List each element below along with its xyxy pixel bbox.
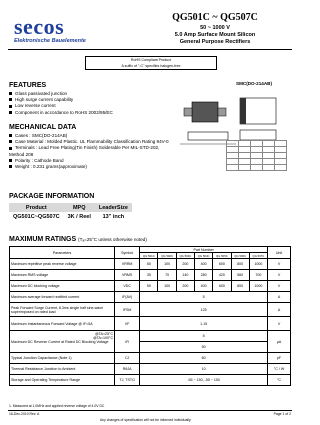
feature-item: Component in accordance to RoHS 2002/95/EC bbox=[9, 110, 159, 116]
cell-product: QG501C~QG507C bbox=[13, 213, 60, 220]
part-col: QG 503C bbox=[176, 253, 194, 259]
table-row: Thermal Resistance Junction to Ambient RθJA 10 °C / W bbox=[10, 364, 291, 375]
rohs-box bbox=[85, 56, 217, 70]
table-row: Maximum DC Reverse Current at Rated DC Blocking Voltage @TA=25°C @TA=100°C IR 5 μA bbox=[10, 331, 291, 342]
max-ratings-heading bbox=[9, 236, 147, 243]
header-unit: Unit bbox=[268, 247, 291, 259]
package-info-table bbox=[9, 203, 132, 221]
part-col: QG 506C bbox=[231, 253, 249, 259]
max-ratings-table bbox=[9, 246, 291, 386]
table-row: Maximum average forward rectified current IF(AV) 5 A bbox=[10, 292, 291, 303]
part-col: QG 505C bbox=[213, 253, 231, 259]
mechanical-item: Weight : 0.231 grams(approximate) bbox=[9, 164, 169, 170]
max-ratings-subtitle: (Tₐ=25°C unless otherwise noted) bbox=[78, 237, 147, 242]
feature-item: Glass passivated junction bbox=[9, 91, 159, 97]
table-row: Maximum DC blocking voltage VDC 50 100 200 400 600 800 1000 V bbox=[10, 281, 291, 292]
header-part-number: Part Number bbox=[140, 247, 268, 253]
table-row: Peak Forward Surge Current, 8.3ms single half sine-wave superimposed on rated load IFSM 125 A bbox=[10, 303, 291, 317]
logo-subtitle: Elektronische Bauelemente bbox=[14, 38, 86, 44]
col-mpq: MPQ bbox=[64, 203, 95, 212]
voltage-range: 50 ~ 1000 V bbox=[200, 25, 230, 31]
package-info-section bbox=[9, 193, 132, 221]
col-product: Product bbox=[9, 203, 64, 212]
features-title: FEATURES bbox=[9, 82, 47, 89]
feature-item: Low reverse current bbox=[9, 103, 159, 109]
package-label: SMC(DO-214AB) bbox=[236, 81, 272, 86]
mechanical-section bbox=[9, 124, 169, 170]
bullet-icon bbox=[9, 165, 12, 168]
table-row: Maximum RMS voltage VRMS 35 70 140 280 420 560 700 V bbox=[10, 270, 291, 281]
dimension-table bbox=[226, 140, 287, 171]
part-col: QG 504C bbox=[195, 253, 213, 259]
current-rating: 5.0 Amp Surface Mount Silicon bbox=[174, 32, 256, 38]
rohs-line-1: RoHS Compliant Product bbox=[130, 58, 172, 62]
bullet-icon bbox=[9, 105, 12, 108]
mechanical-item: Terminals : Lead Free Plating(Tin Finish) Solderable Per MIL-STD-202, Method 208 bbox=[9, 145, 160, 157]
table-row: Typical Junction Capacitance (Note 1) CJ 60 pF bbox=[10, 353, 291, 364]
table-row: Maximum Instantaneous Forward Voltage @ IF=5A VF 1.15 V bbox=[10, 317, 291, 331]
feature-item: High surge current capability bbox=[9, 97, 159, 103]
cell-leadersize: 13" inch bbox=[102, 213, 125, 220]
device-type: General Purpose Rectifiers bbox=[179, 39, 251, 45]
header-parameters: Parameters bbox=[10, 247, 115, 259]
cell-mpq: 3K / Reel bbox=[67, 213, 91, 220]
bullet-icon bbox=[9, 98, 12, 101]
footer-disclaimer: Any changes of specification will not be informed individually. bbox=[100, 418, 192, 422]
table-row: Maximum repetitive peak reverse voltage VRRM 50 100 200 400 600 800 1000 V bbox=[10, 259, 291, 270]
part-col: QG 501C bbox=[140, 253, 158, 259]
header-rule bbox=[8, 49, 292, 50]
table-row: 50 bbox=[10, 342, 291, 353]
footer-date: 16-Dec-2010 Rev. A bbox=[9, 412, 40, 416]
rohs-line-2: A suffix of "-C" specifies halogen-free bbox=[121, 64, 181, 68]
bullet-icon bbox=[9, 134, 12, 137]
footer-rule bbox=[8, 410, 292, 411]
bullet-icon bbox=[9, 92, 12, 95]
mechanical-item: Case Material : Molded Plastic. UL Flammability Classification Rating 94V-0 bbox=[9, 139, 169, 145]
max-ratings-title: MAXIMUM RATINGS bbox=[9, 236, 77, 243]
company-logo bbox=[14, 16, 64, 38]
mechanical-title: MECHANICAL DATA bbox=[9, 124, 77, 131]
mechanical-item: Polarity : Cathode Band bbox=[9, 158, 169, 164]
bullet-icon bbox=[9, 147, 12, 150]
bullet-icon bbox=[9, 140, 12, 143]
mechanical-item: Cases : SMC(DO-214AB) bbox=[9, 133, 169, 139]
note: 1. Measured at 1.0MHz and applied reverse voltage of 4.0V DC bbox=[9, 404, 105, 408]
footer-page: Page 1 of 2 bbox=[273, 412, 291, 416]
table-row: Storage and Operating Temperature Range TJ, TSTG -55 ~ 150, -55 ~ 150 °C bbox=[10, 375, 291, 386]
part-col: QG 507C bbox=[249, 253, 267, 259]
package-info-title: PACKAGE INFORMATION bbox=[9, 193, 95, 200]
bullet-icon bbox=[9, 159, 12, 162]
part-title: QG501C ~ QG507C bbox=[172, 12, 258, 23]
features-section bbox=[9, 82, 159, 116]
part-col: QG 502C bbox=[158, 253, 176, 259]
bullet-icon bbox=[9, 111, 12, 114]
header-symbol: Symbol bbox=[115, 247, 140, 259]
logo-text: secos bbox=[14, 14, 65, 39]
col-leadersize: LeaderSize bbox=[95, 203, 132, 212]
